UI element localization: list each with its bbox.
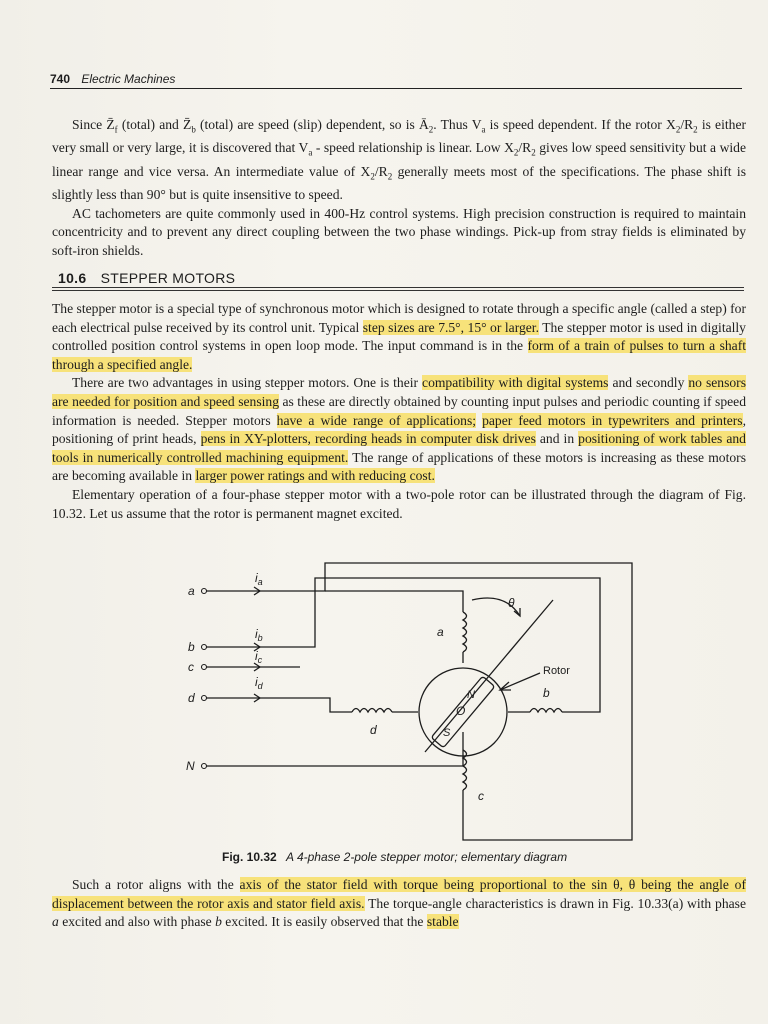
theta-label: θ (508, 596, 515, 610)
terminal-a: a (188, 584, 195, 598)
text-run: Elementary operation of a four-phase stepper motor with a two-pole rotor can be illustrated through the diagram of Fig. 10.32. Let us assume that the rotor is permanent magnet excited. (52, 486, 746, 521)
text-run: /R (374, 163, 388, 179)
text-run: and in (535, 431, 579, 447)
text-run: a (52, 914, 59, 930)
book-title: Electric Machines (81, 72, 176, 86)
text-run: - speed relationship is linear. Low X (312, 140, 514, 156)
text-run: . Thus V (433, 117, 482, 132)
figure-caption-label: Fig. 10.32 (222, 850, 277, 864)
text-run: gives low speed sensitivity but a wide linear range and vice versa. An intermediate value of X (52, 140, 746, 179)
text-run: excited and also with phase (58, 914, 216, 930)
text-run: The stepper motor is a special type of synchronous motor which is designed to rotate through a specific angle (called a step) for each electrical pulse received by its control unit. Typical (52, 301, 746, 335)
coil-a (463, 612, 467, 652)
closing-paragraph (52, 876, 746, 932)
text-run: The torque-angle characteristics is drawn in Fig. 10.33(a) with phase (364, 895, 746, 911)
terminal-d: d (188, 691, 195, 705)
highlighted-text: positioning of work tables and tools in numerically controlled machining equipment. (52, 431, 746, 465)
highlighted-text: form of a train of pulses to turn a shaft through a specified angle. (52, 338, 747, 372)
wire-n (205, 750, 463, 766)
text-run: 2 (370, 171, 375, 182)
text-run: (total) are speed (slip) dependent, so is Ā (195, 117, 429, 132)
highlighted-text: no sensors are needed for position and speed sensing (52, 375, 746, 409)
text-run: 2 (387, 171, 393, 182)
text-run: generally meets most of the specifications. The phase shift is slightly less than 90° but is quite insensitive to speed. (52, 163, 747, 202)
current-id: $i_d$ (255, 675, 263, 691)
rotor-pointer (500, 673, 540, 690)
terminal-c: c (188, 660, 194, 674)
highlighted-text: stable (426, 914, 459, 930)
text-run: 2 (693, 124, 698, 135)
section-title: STEPPER MOTORS (100, 270, 236, 286)
current-ia: $i_a$ (255, 571, 263, 587)
coil-d (352, 709, 392, 713)
highlighted-text: axis of the stator field with torque being proportional to the sin θ, θ being the angle of displacement between the rotor axis and stator field axis. (52, 877, 746, 911)
coil-b-label: b (543, 686, 550, 700)
text-run: AC tachometers are quite commonly used in 400-Hz control systems. High precision construction is required to maintain concentricity and to prevent any direct coupling between the two phase windings. Pick-up from stray fields is eliminated by soft-iron shields. (52, 205, 746, 258)
pole-s-label: S (443, 727, 451, 739)
text-run: , positioning of print heads, (52, 412, 746, 447)
text-run: 2 (675, 124, 681, 135)
coil-c-label: c (478, 789, 484, 803)
text-run: a (308, 148, 313, 159)
text-run: and secondly (608, 375, 689, 391)
text-run: The range of applications of these motors is increasing as these motors are becoming available in (52, 449, 746, 484)
wire-b-return (205, 578, 600, 712)
text-run: There are two advantages in using stepper motors. One is their (72, 375, 423, 391)
text-run: is speed dependent. If the rotor X (485, 117, 676, 132)
highlighted-text: have a wide range of applications; (276, 412, 477, 428)
terminal-b: b (188, 640, 195, 654)
wire-d (205, 698, 352, 712)
text-run: /R (680, 117, 694, 132)
text-run: The stepper motor is used in digitally controlled position control systems in open loop mode. The input command is in the (52, 319, 746, 354)
rotor-center-label: O (456, 704, 466, 718)
rotor-label: Rotor (543, 665, 570, 677)
pole-n-label: N (467, 689, 475, 701)
current-ib: $i_b$ (255, 627, 263, 643)
coil-d-label: d (370, 723, 377, 737)
text-run: 2 (513, 148, 519, 159)
section-number: 10.6 (58, 270, 87, 286)
highlighted-text: paper feed motors in typewriters and printers (482, 412, 743, 428)
highlighted-text: step sizes are 7.5°, 15° or larger. (362, 319, 539, 335)
current-ic: $i_c$ (255, 649, 263, 665)
text-run: as these are directly obtained by counting input pulses and periodic counting if speed information is needed. Stepper motors (52, 393, 746, 428)
text-run: b (191, 124, 196, 135)
text-run: (total) and Z̄ (117, 117, 192, 132)
highlighted-text: compatibility with digital systems (422, 375, 609, 391)
text-run: a (481, 124, 486, 135)
text-run: b (215, 914, 222, 930)
text-run: f (114, 124, 118, 135)
closing-text (52, 876, 746, 932)
wire-a (325, 591, 463, 612)
highlighted-text: larger power ratings and with reducing cost. (195, 468, 435, 484)
coil-b (530, 709, 562, 713)
text-run: 2 (531, 148, 536, 159)
highlighted-text: pens in XY-plotters, recording heads in computer disk drives (200, 431, 536, 447)
text-run: is either very small or very large, it is discovered that V (52, 117, 747, 156)
text-run: Since Z̄ (72, 117, 115, 132)
text-run: Such a rotor aligns with the (72, 877, 240, 892)
figure-caption (222, 850, 567, 864)
text-run: excited. It is easily observed that the (221, 914, 427, 930)
text-run: 2 (428, 124, 434, 135)
terminal-n: N (186, 759, 195, 773)
figure-caption-text: A 4-phase 2-pole stepper motor; elementary diagram (286, 850, 568, 864)
page-number: 740 (50, 72, 71, 86)
text-run: /R (518, 140, 532, 156)
wire-a-return (205, 563, 632, 840)
coil-a-label: a (437, 625, 444, 639)
